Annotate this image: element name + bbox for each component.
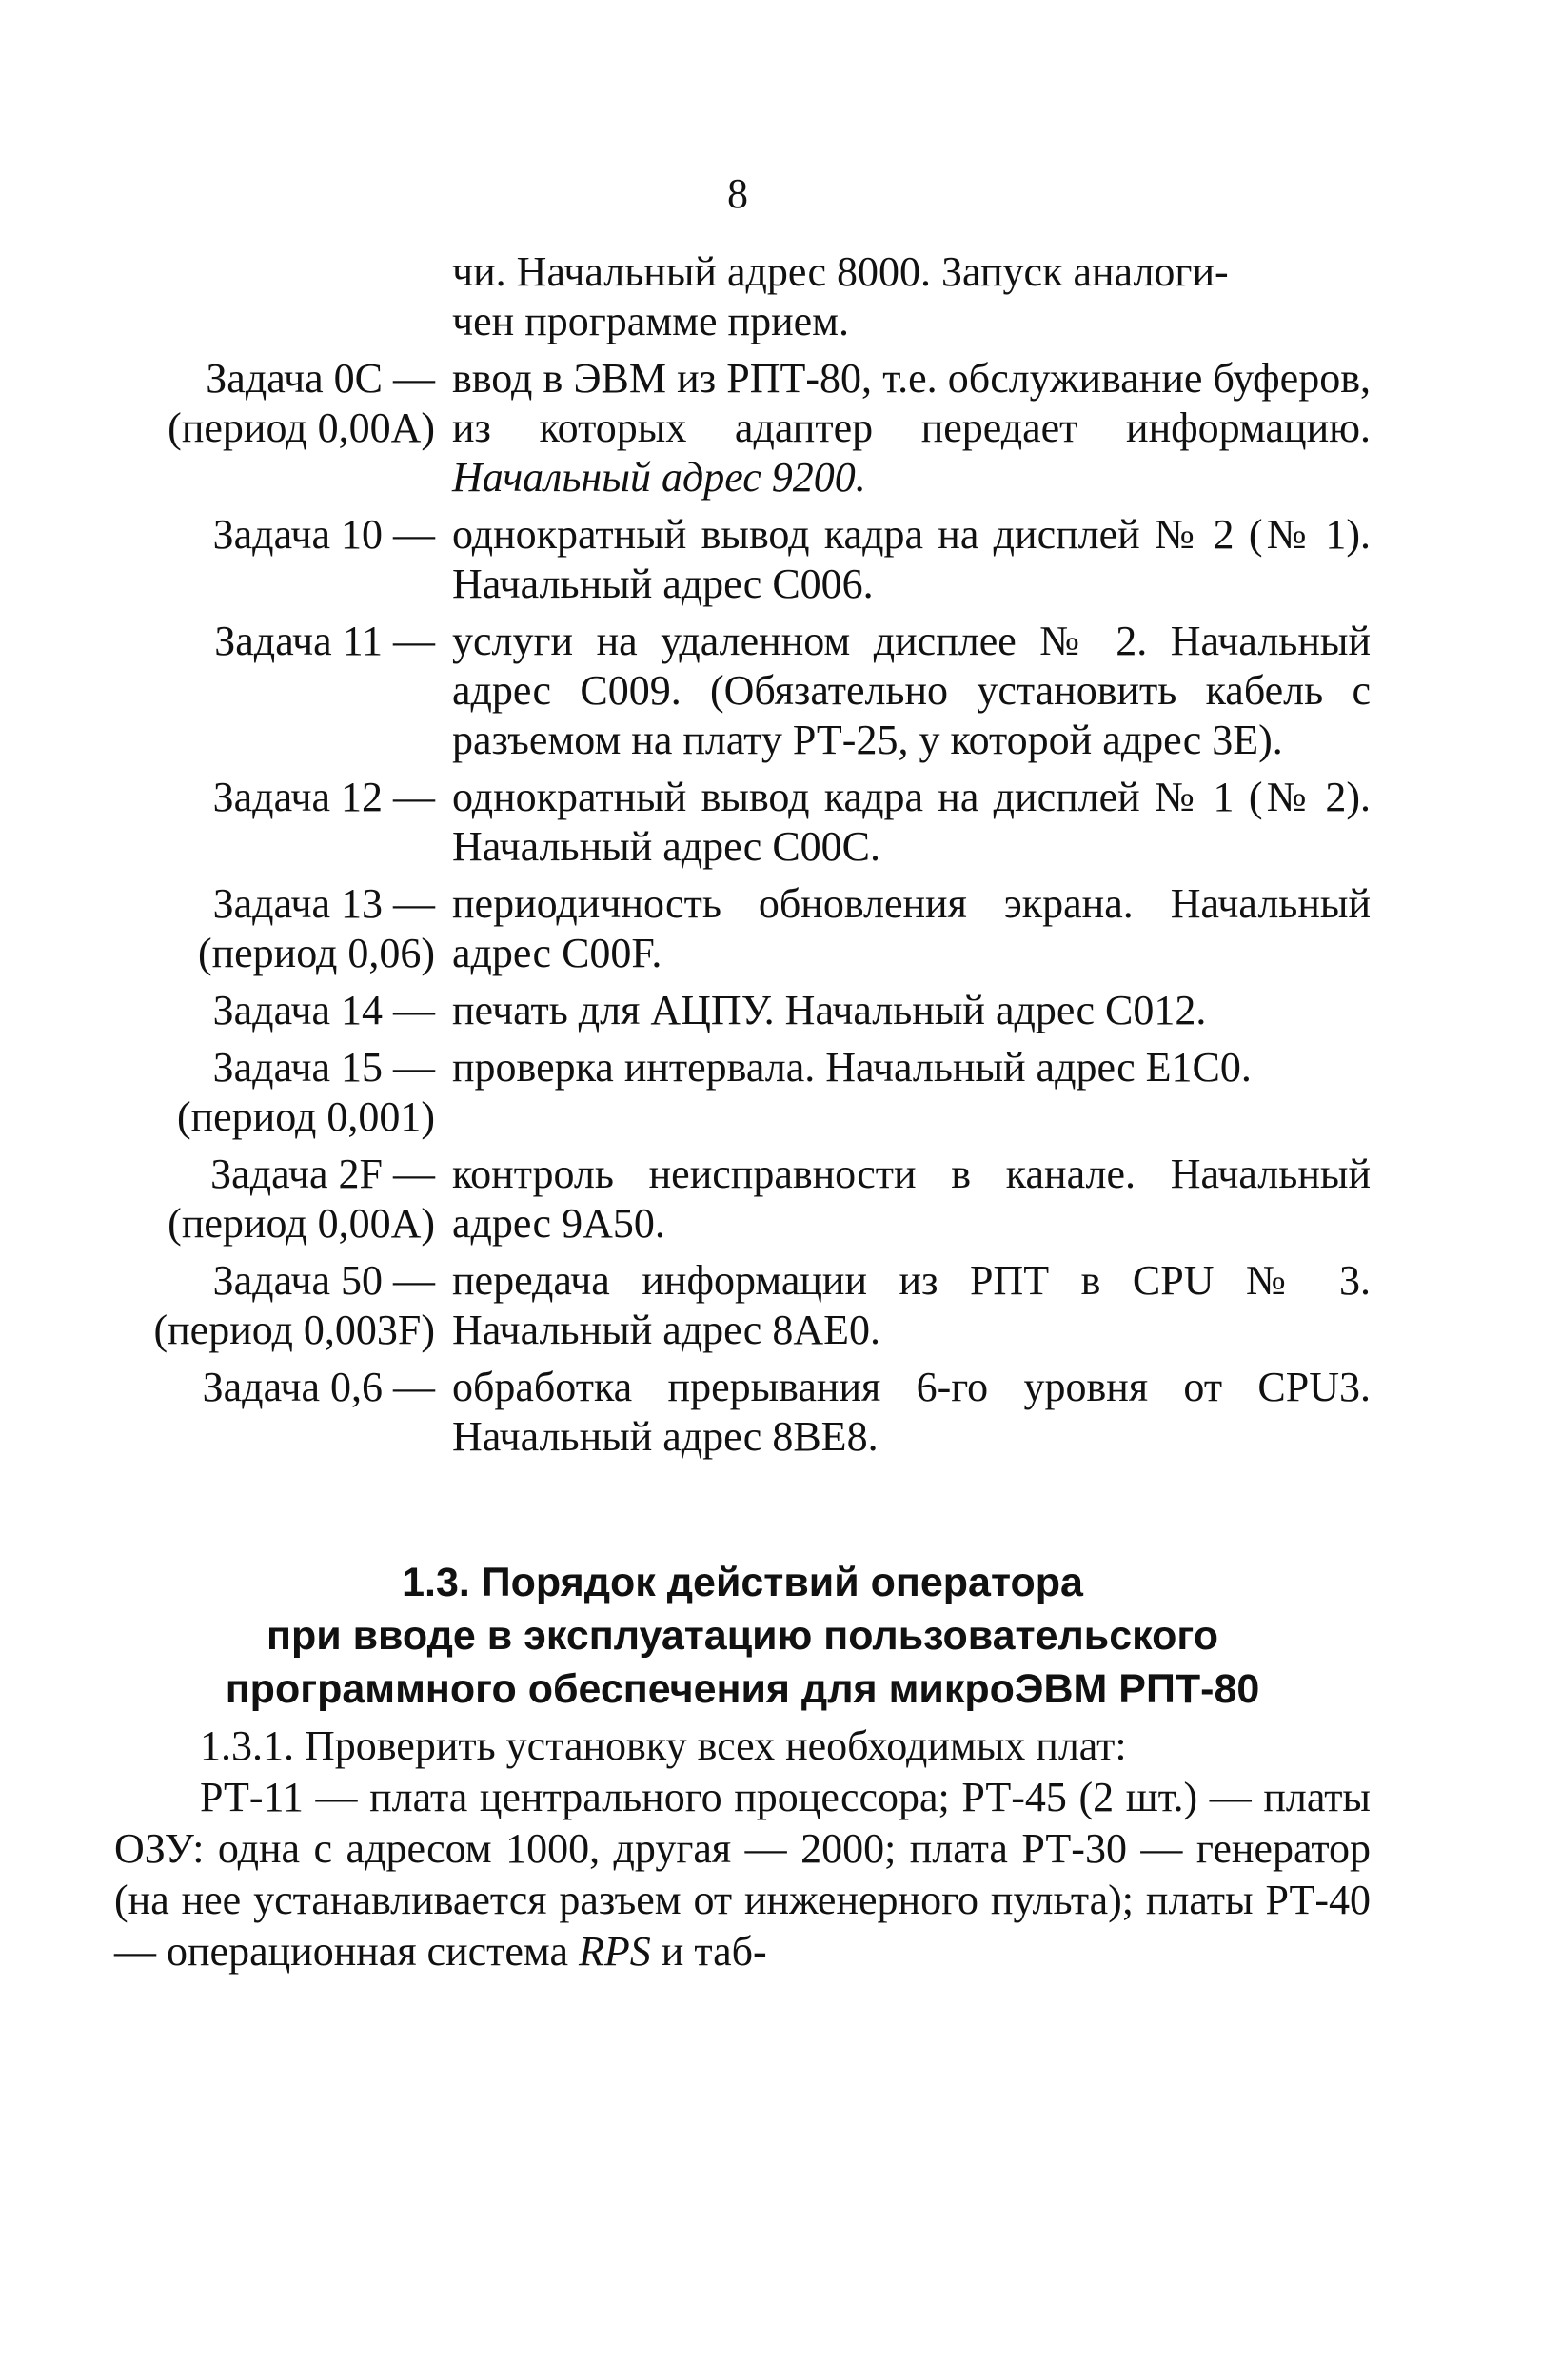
page-number: 8 <box>727 170 748 217</box>
task-entry <box>114 986 1371 1035</box>
task-label: Задача 11 — <box>214 618 435 664</box>
section-heading-line-2: при вводе в эксплуатацию пользовательского <box>266 1613 1218 1659</box>
task-text: проверка интервала. Начальный адрес Е1С0. <box>452 1044 1252 1091</box>
continuation-line-2: чен программе прием. <box>452 298 850 344</box>
task-entry <box>114 1150 1371 1249</box>
task-entry <box>114 354 1371 502</box>
task-text: ввод в ЭВМ из РПТ-80, т.е. обслуживание буферов, из которых адаптер передает информацию. <box>452 355 1371 451</box>
task-period: (период 0,06) <box>197 930 435 976</box>
task-entry <box>114 879 1371 978</box>
task-entry <box>114 773 1371 872</box>
task-entry <box>114 510 1371 609</box>
rps-term: RPS <box>579 1928 651 1975</box>
task-period: (период 0,00А) <box>168 1200 435 1247</box>
continuation-line-1: чи. Начальный адрес 8000. Запуск аналоги- <box>452 248 1229 295</box>
section-heading <box>114 1556 1371 1716</box>
task-label: Задача 10 — <box>212 511 435 558</box>
paragraph-board-list-end: и таб- <box>650 1928 767 1975</box>
task-label: Задача 0,6 — <box>202 1364 435 1410</box>
task-text: однократный вывод кадра на дисплей № 2 (№ 1). Начальный адрес С006. <box>452 511 1371 607</box>
task-label: Задача 0С — <box>206 355 435 402</box>
task-entry <box>114 1043 1371 1142</box>
task-entry <box>114 1256 1371 1355</box>
task-label: Задача 50 — <box>212 1257 435 1304</box>
task-period: (период 0,003F) <box>153 1307 435 1353</box>
task-entry <box>114 1363 1371 1462</box>
task-period: (период 0,001) <box>176 1093 435 1140</box>
task-text: контроль неисправности в канале. Начальный адрес 9А50. <box>452 1151 1371 1247</box>
task-text: услуги на удаленном дисплее № 2. Начальный адрес С009. (Обязательно установить кабель с разъемом на плату РТ-25, у которой адрес 3Е). <box>452 618 1371 763</box>
task-entry <box>114 617 1371 765</box>
task-label: Задача 2F — <box>210 1151 435 1197</box>
task-label: Задача 15 — <box>212 1044 435 1091</box>
task-text: обработка прерывания 6-го уровня от CPU3. Начальный адрес 8ВЕ8. <box>452 1364 1371 1460</box>
task-text: однократный вывод кадра на дисплей № 1 (№ 2). Начальный адрес С00С. <box>452 774 1371 870</box>
body-text <box>114 1721 1371 1977</box>
section-heading-line-1: 1.3. Порядок действий оператора <box>402 1560 1083 1605</box>
paragraph-check-boards: 1.3.1. Проверить установку всех необходимых плат: <box>200 1722 1127 1769</box>
task-text: печать для АЦПУ. Начальный адрес С012. <box>452 987 1207 1033</box>
task-address: Начальный адрес 9200. <box>452 454 866 501</box>
task-text: передача информации из РПТ в CPU № 3. Начальный адрес 8АЕ0. <box>452 1257 1371 1353</box>
continuation-entry <box>114 247 1371 346</box>
task-label: Задача 12 — <box>212 774 435 820</box>
paragraph-board-list-text: РТ-11 — плата центрального процессора; РТ-45 (2 шт.) — платы ОЗУ: одна с адресом 1000, другая — 2000; плата РТ-30 — генератор (на нее устанавливается разъем от инженерного пульта); платы РТ-40 — операционная система <box>114 1774 1371 1975</box>
paragraph-board-list <box>114 1772 1371 1977</box>
task-label: Задача 14 — <box>212 987 435 1033</box>
task-list <box>114 247 1371 1469</box>
task-text: периодичность обновления экрана. Начальный адрес С00F. <box>452 880 1371 976</box>
section-heading-line-3: программного обеспечения для микроЭВМ РПТ-80 <box>225 1666 1260 1712</box>
task-label: Задача 13 — <box>212 880 435 927</box>
task-period: (период 0,00А) <box>168 404 435 451</box>
